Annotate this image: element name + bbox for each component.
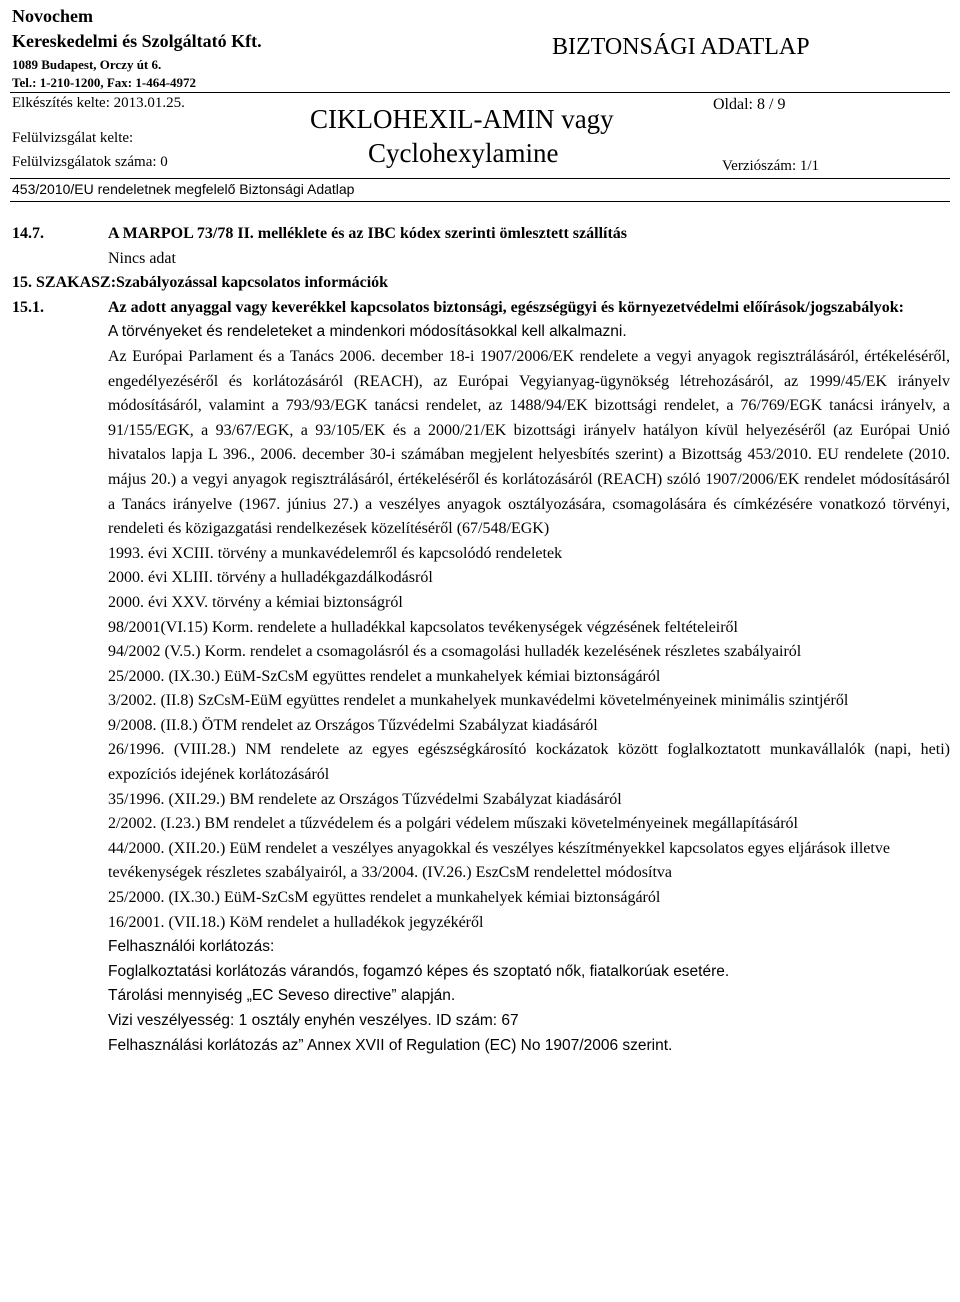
annex-restriction-note: Felhasználási korlátozás az” Annex XVII of Regulation (EC) No 1907/2006 szerint. (108, 1036, 673, 1054)
version-number: Verziószám: 1/1 (722, 158, 820, 174)
law-item: 98/2001(VI.15) Korm. rendelete a hulladékkal kapcsolatos tevékenységek végzésének feltételeiről (108, 618, 738, 636)
section-number: 14.7. (12, 225, 44, 242)
law-item: 3/2002. (II.8) SzCsM-EüM együttes rendelet a munkahelyek munkavédelmi követelményeinek minimális szintjéről (108, 692, 849, 710)
header-divider (10, 92, 950, 93)
product-name-line2: Cyclohexylamine (368, 138, 559, 168)
regulation-line: 453/2010/EU rendeletnek megfelelő Biztonsági Adatlap (12, 181, 355, 197)
document-type-title: BIZTONSÁGI ADATLAP (552, 34, 810, 60)
company-address: 1089 Budapest, Orczy út 6. (12, 57, 162, 72)
law-item: 25/2000. (IX.30.) EüM-SzCsM együttes rendelet a munkahelyek kémiai biztonságáról (108, 889, 661, 907)
law-item: 2/2002. (I.23.) BM rendelet a tűzvédelem és a polgári védelem műszaki követelményeinek megállapításáról (108, 815, 798, 833)
document-body (12, 222, 950, 1058)
law-item: 2000. évi XLIII. törvény a hulladékgazdálkodásról (108, 569, 433, 587)
reach-paragraph: Az Európai Parlament és a Tanács 2006. december 18-i 1907/2006/EK rendelete a vegyi anyagok regisztrálásáról, értékeléséről, engedélyezéséről és korlátozásáról (REACH), az Európai Vegyianyag-ügynökség létrehozásáról, az 1999/45/EK irányelv módosításáról, valamint a 793/93/EGK tanácsi rendelet, az 1488/94/EK bizottsági rendelet, a 76/769/EGK tanácsi irányelv, a 91/155/EGK, a 93/67/EGK, a 93/105/EK és a 2000/21/EK bizottsági irányelv hatályon kívül helyezéséről (az Európai Unió hivatalos lapja L 396., 2006. december 30-i számában megjelent helyesbítés szerint) a Bizottság 453/2010. EU rendelete (2010. május 20.) a vegyi anyagok regisztrálásáról, értékeléséről és korlátozásáról (REACH) szóló 1907/2006/EK rendelet módosításáról a Tanács irányelve (1967. június 27.) a veszélyes anyagok osztályozására, csomagolására és címkézésére vonatkozó törvényi, rendeleti és közigazgatási rendelkezések közelítéséről (67/548/EGK) (108, 347, 950, 538)
law-item: 26/1996. (VIII.28.) NM rendelete az egyes egészségkárosító kockázatok között foglalkoztatott munkavállalók (napi, heti) expozíciós idejének korlátozásáról (108, 741, 950, 784)
section-14-7-body: Nincs adat (108, 249, 176, 267)
review-count: Felülvizsgálatok száma: 0 (12, 154, 168, 170)
user-restriction-text: Foglalkoztatási korlátozás várandós, fogamzó képes és szoptató nők, fiatalkorúak esetére. (108, 962, 730, 980)
section-title: Az adott anyaggal vagy keverékkel kapcsolatos biztonsági, egészségügyi és környezetvédelmi előírások/jogszabályok: (108, 298, 904, 316)
review-date: Felülvizsgálat kelte: (12, 130, 134, 146)
document-header (0, 0, 960, 202)
section-15-1-heading (12, 296, 950, 321)
product-name-line1: CIKLOHEXIL-AMIN vagy (310, 104, 614, 134)
law-item: 2000. évi XXV. törvény a kémiai biztonságról (108, 593, 403, 611)
company-name: Novochem (12, 6, 93, 26)
water-hazard-note: Vizi veszélyesség: 1 osztály enyhén veszélyes. ID szám: 67 (108, 1012, 519, 1029)
law-item: 9/2008. (II.8.) ÖTM rendelet az Országos Tűzvédelmi Szabályzat kiadásáról (108, 716, 598, 734)
section-number: 15.1. (12, 298, 44, 316)
law-item: 94/2002 (V.5.) Korm. rendelet a csomagolásról és a csomagolási hulladék kezelésének részletes szabályairól (108, 643, 802, 661)
law-item: 44/2000. (XII.20.) EüM rendelet a veszélyes anyagokkal és veszélyes készítményekkel kapcsolatos egyes eljárások illetve tevékenységek részletes szabályairól, a 33/2004. (IV.26.) EszCsM rendelettel módosítva (108, 839, 890, 882)
company-phone: Tel.: 1-210-1200, Fax: 1-464-4972 (12, 75, 197, 90)
created-date: Elkészítés kelte: 2013.01.25. (12, 95, 185, 111)
section-14-7-heading (12, 222, 950, 247)
intro-paragraph: A törvényeket és rendeleteket a mindenkori módosításokkal kell alkalmazni. (108, 323, 627, 341)
user-restriction-label: Felhasználói korlátozás: (108, 938, 275, 956)
company-full-name: Kereskedelmi és Szolgáltató Kft. (12, 31, 262, 51)
law-item: 35/1996. (XII.29.) BM rendelete az Országos Tűzvédelmi Szabályzat kiadásáról (108, 790, 622, 808)
law-item: 1993. évi XCIII. törvény a munkavédelemről és kapcsolódó rendeletek (108, 544, 563, 562)
header-divider-bottom (10, 201, 950, 202)
law-item: 25/2000. (IX.30.) EüM-SzCsM együttes rendelet a munkahelyek kémiai biztonságáról (108, 667, 661, 685)
section-15-heading: 15. SZAKASZ:Szabályozással kapcsolatos információk (12, 274, 389, 292)
header-divider-lower (10, 178, 950, 179)
section-title: A MARPOL 73/78 II. melléklete és az IBC kódex szerinti ömlesztett szállítás (108, 225, 628, 242)
law-item: 16/2001. (VII.18.) KöM rendelet a hulladékok jegyzékéről (108, 913, 484, 931)
page-number: Oldal: 8 / 9 (713, 96, 786, 113)
seveso-note: Tárolási mennyiség „EC Seveso directive” alapján. (108, 987, 456, 1005)
law-list (12, 542, 950, 936)
